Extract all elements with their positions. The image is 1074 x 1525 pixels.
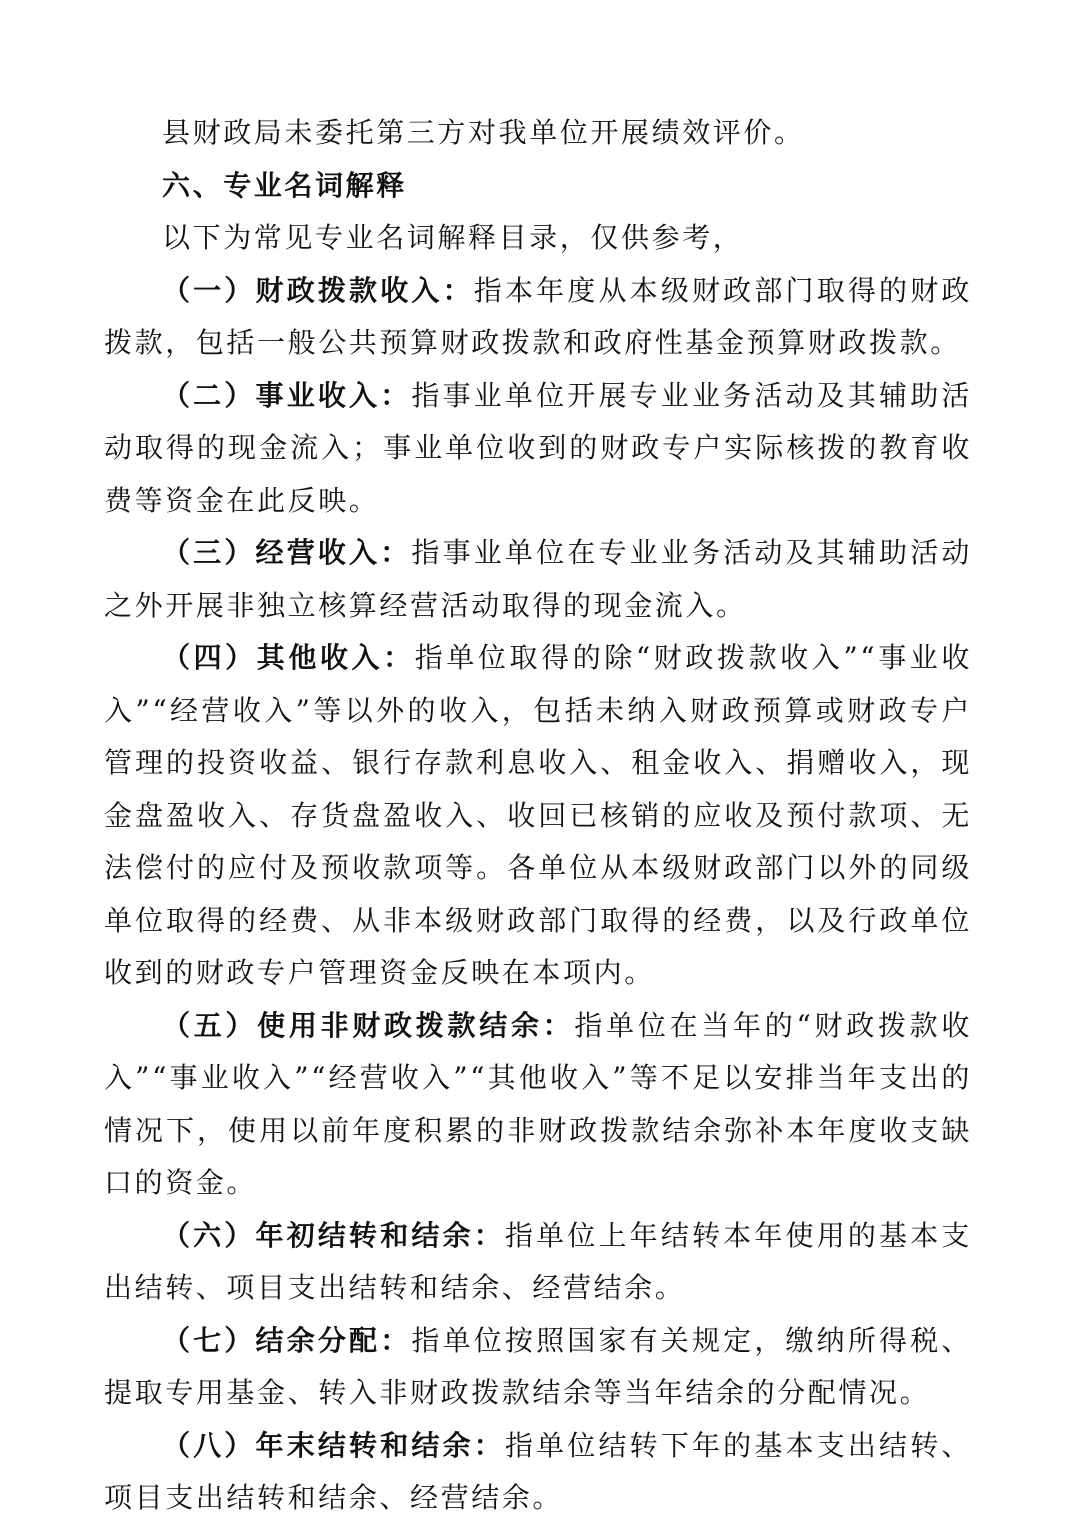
definition-term: （一）财政拨款收入： xyxy=(162,273,474,307)
definition-text: 指事业单位在专业业务活动及其辅助活动之外开展非独立核算经营活动取得的现金流入。 xyxy=(104,536,972,622)
definition-text: 指单位上年结转本年使用的基本支出结转、项目支出结转和结余、经营结余。 xyxy=(104,1218,972,1304)
paragraph-text: 以下为常见专业名词解释目录，仅供参考， xyxy=(162,221,744,254)
definition-text: 指单位按照国家有关规定，缴纳所得税、提取专用基金、转入非财政拨款结余等当年结余的分配情况。 xyxy=(104,1323,972,1409)
paragraph-text: 县财政局未委托第三方对我单位开展绩效评价。 xyxy=(162,116,805,149)
definition-paragraph-1 xyxy=(104,265,972,370)
definition-paragraph-5 xyxy=(104,1000,972,1210)
definition-text: 指单位结转下年的基本支出结转、项目支出结转和结余、经营结余。 xyxy=(104,1428,972,1514)
body-paragraph-intro xyxy=(104,212,972,265)
definition-paragraph-8 xyxy=(104,1420,972,1525)
definition-term: （七）结余分配： xyxy=(162,1323,412,1357)
definition-term: （六）年初结转和结余： xyxy=(162,1218,505,1252)
definition-paragraph-7 xyxy=(104,1315,972,1420)
definition-text: 指本年度从本级财政部门取得的财政拨款，包括一般公共预算财政拨款和政府性基金预算财政拨款。 xyxy=(104,273,972,359)
definition-text: 指事业单位开展专业业务活动及其辅助活动取得的现金流入；事业单位收到的财政专户实际核拨的教育收费等资金在此反映。 xyxy=(104,378,972,517)
definition-term: （三）经营收入： xyxy=(162,536,412,569)
definition-paragraph-3 xyxy=(104,527,972,632)
definition-text: 指单位取得的除“财政拨款收入”“事业收入”“经营收入”等以外的收入，包括未纳入财政预算或财政专户管理的投资收益、银行存款利息收入、租金收入、捐赠收入，现金盘盈收入、存货盘盈收入、收回已核销的应收及预付款项、无法偿付的应付及预收款项等。各单位从本级财政部门以外的同级单位取得的经费、从非本级财政部门取得的经费，以及行政单位收到的财政专户管理资金反映在本项内。 xyxy=(104,641,972,989)
definition-paragraph-2 xyxy=(104,370,972,528)
definition-text: 指单位在当年的“财政拨款收入”“事业收入”“经营收入”“其他收入”等不足以安排当年支出的情况下，使用以前年度积累的非财政拨款结余弥补本年度收支缺口的资金。 xyxy=(104,1008,972,1199)
definition-term: （四）其他收入： xyxy=(162,641,415,674)
definition-term: （八）年末结转和结余： xyxy=(162,1428,505,1462)
section-heading-text: 六、专业名词解释 xyxy=(162,168,407,202)
definition-paragraph-4 xyxy=(104,632,972,1000)
document-body xyxy=(104,107,972,1525)
body-paragraph-evaluation xyxy=(104,107,972,160)
definition-term: （二）事业收入： xyxy=(162,378,412,412)
section-heading xyxy=(104,160,972,213)
definition-paragraph-6 xyxy=(104,1210,972,1315)
definition-term: （五）使用非财政拨款结余： xyxy=(162,1008,575,1042)
